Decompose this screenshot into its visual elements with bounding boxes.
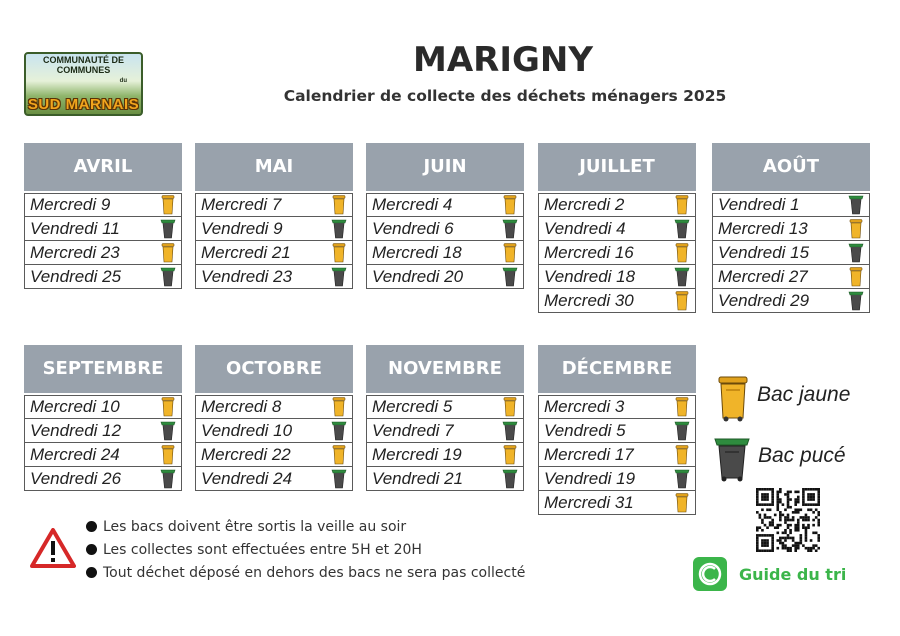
green-bin-icon (843, 291, 869, 311)
collection-date: Vendredi 29 (718, 290, 810, 310)
collection-row (24, 467, 182, 491)
yellow-bin-icon (155, 445, 181, 465)
yellow-bin-icon (669, 493, 695, 513)
collection-date: Mercredi 24 (30, 444, 120, 464)
green-bin-icon (497, 469, 523, 489)
logo-line-4: SUD MARNAIS (27, 96, 140, 113)
collection-date: Mercredi 4 (372, 195, 453, 214)
logo-line-1: COMMUNAUTÉ DE (43, 55, 124, 65)
collection-date: Mercredi 30 (544, 290, 634, 310)
logo-line-2: COMMUNES (56, 65, 111, 75)
collection-date: Mercredi 3 (544, 397, 625, 416)
collection-row (195, 467, 353, 491)
collection-row (712, 289, 870, 313)
yellow-bin-icon (497, 445, 523, 465)
green-bin-icon (669, 219, 695, 239)
collection-row (195, 241, 353, 265)
month-header: JUILLET (538, 143, 696, 191)
collection-date: Vendredi 19 (544, 468, 636, 488)
legend-bac-puce-label: Bac pucé (758, 444, 846, 467)
collection-date: Vendredi 26 (30, 468, 122, 488)
collection-row (195, 193, 353, 217)
green-bin-icon (669, 421, 695, 441)
collection-row (366, 467, 524, 491)
collection-row (366, 395, 524, 419)
collection-date: Vendredi 15 (718, 242, 810, 262)
collection-row (195, 265, 353, 289)
collection-date: Vendredi 11 (30, 218, 120, 238)
collection-row (538, 491, 696, 515)
collection-row (24, 193, 182, 217)
collection-date: Mercredi 23 (30, 242, 120, 262)
green-bin-icon (843, 243, 869, 263)
collection-row (712, 217, 870, 241)
collection-row (538, 265, 696, 289)
collection-row (538, 217, 696, 241)
collection-row (366, 241, 524, 265)
note-text: Les collectes sont effectuées entre 5H et 20H (103, 542, 422, 558)
yellow-bin-icon (669, 397, 695, 417)
collection-row (195, 419, 353, 443)
collection-row (538, 395, 696, 419)
bullet-icon (86, 544, 97, 555)
yellow-bin-icon (326, 243, 352, 263)
collection-row (366, 265, 524, 289)
bullet-icon (86, 567, 97, 578)
green-bin-icon (326, 469, 352, 489)
month-header: OCTOBRE (195, 345, 353, 393)
green-bin-icon (497, 219, 523, 239)
collection-date: Vendredi 24 (201, 468, 293, 488)
month-header: MAI (195, 143, 353, 191)
collection-row (712, 193, 870, 217)
collection-date: Vendredi 6 (372, 218, 454, 238)
guide-du-tri-label: Guide du tri (739, 564, 847, 584)
collection-date: Vendredi 5 (544, 420, 626, 440)
collection-date: Mercredi 19 (372, 444, 462, 464)
month-3 (366, 143, 524, 289)
collection-row (195, 395, 353, 419)
collection-row (366, 193, 524, 217)
yellow-bin-icon (326, 195, 352, 215)
green-bin-icon (155, 469, 181, 489)
collection-date: Vendredi 25 (30, 266, 122, 286)
collection-row (712, 265, 870, 289)
collection-date: Vendredi 1 (718, 195, 800, 214)
collection-row (24, 419, 182, 443)
yellow-bin-icon (155, 243, 181, 263)
yellow-bin-icon (326, 397, 352, 417)
yellow-bin-icon (497, 397, 523, 417)
collection-date: Vendredi 7 (372, 420, 454, 440)
legend-yellow-bin-icon (716, 376, 750, 426)
page-subtitle: Calendrier de collecte des déchets ménagers 2025 (283, 87, 727, 105)
collection-row (538, 193, 696, 217)
sud-marnais-logo (24, 52, 143, 116)
green-bin-icon (497, 267, 523, 287)
note-item (86, 516, 525, 539)
yellow-bin-icon (497, 195, 523, 215)
collection-date: Mercredi 5 (372, 397, 453, 416)
collection-row (24, 241, 182, 265)
legend-bac-jaune-label: Bac jaune (757, 383, 851, 406)
legend-green-bin-icon (712, 436, 752, 486)
collection-date: Mercredi 22 (201, 444, 291, 464)
collection-row (195, 217, 353, 241)
collection-date: Mercredi 9 (30, 195, 111, 214)
green-bin-icon (155, 267, 181, 287)
yellow-bin-icon (669, 195, 695, 215)
collection-row (24, 395, 182, 419)
green-bin-icon (326, 421, 352, 441)
collection-date: Vendredi 21 (372, 468, 464, 488)
month-9 (538, 345, 696, 515)
yellow-bin-icon (669, 291, 695, 311)
collection-row (538, 443, 696, 467)
yellow-bin-icon (497, 243, 523, 263)
collection-date: Vendredi 12 (30, 420, 122, 440)
collection-date: Mercredi 16 (544, 242, 634, 262)
month-7 (195, 345, 353, 491)
green-bin-icon (155, 219, 181, 239)
green-bin-icon (669, 267, 695, 287)
yellow-bin-icon (155, 195, 181, 215)
collection-row (24, 443, 182, 467)
collection-date: Mercredi 7 (201, 195, 282, 214)
collection-date: Mercredi 2 (544, 195, 625, 214)
yellow-bin-icon (669, 445, 695, 465)
logo-line-3: du (119, 78, 127, 84)
collection-row (366, 217, 524, 241)
yellow-bin-icon (843, 267, 869, 287)
yellow-bin-icon (669, 243, 695, 263)
month-4 (538, 143, 696, 313)
month-header: AOÛT (712, 143, 870, 191)
collection-date: Vendredi 9 (201, 218, 283, 238)
collection-row (538, 467, 696, 491)
collection-date: Mercredi 13 (718, 218, 808, 238)
note-text: Les bacs doivent être sortis la veille au soir (103, 519, 407, 535)
month-6 (24, 345, 182, 491)
collection-date: Mercredi 18 (372, 242, 462, 262)
collection-row (538, 419, 696, 443)
collection-date: Mercredi 31 (544, 492, 634, 512)
collection-row (366, 443, 524, 467)
month-8 (366, 345, 524, 491)
collection-date: Vendredi 23 (201, 266, 293, 286)
green-bin-icon (155, 421, 181, 441)
month-5 (712, 143, 870, 313)
note-text: Tout déchet déposé en dehors des bacs ne sera pas collecté (103, 565, 526, 581)
collection-row (366, 419, 524, 443)
collection-date: Mercredi 21 (201, 242, 291, 262)
yellow-bin-icon (326, 445, 352, 465)
notes-list (86, 516, 525, 585)
guide-du-tri-link[interactable] (693, 557, 846, 591)
green-bin-icon (497, 421, 523, 441)
collection-date: Vendredi 18 (544, 266, 636, 286)
collection-date: Mercredi 10 (30, 397, 120, 416)
collection-date: Vendredi 20 (372, 266, 464, 286)
warning-icon (30, 528, 76, 572)
qr-code-icon[interactable] (756, 488, 820, 556)
month-header: SEPTEMBRE (24, 345, 182, 393)
collection-row (195, 443, 353, 467)
collection-date: Mercredi 8 (201, 397, 282, 416)
green-bin-icon (669, 469, 695, 489)
collection-row (712, 241, 870, 265)
collection-date: Mercredi 27 (718, 266, 808, 286)
collection-row (24, 265, 182, 289)
collection-row (24, 217, 182, 241)
month-header: NOVEMBRE (366, 345, 524, 393)
yellow-bin-icon (843, 219, 869, 239)
month-2 (195, 143, 353, 289)
collection-date: Mercredi 17 (544, 444, 634, 464)
green-bin-icon (326, 219, 352, 239)
collection-date: Vendredi 4 (544, 218, 626, 238)
month-header: DÉCEMBRE (538, 345, 696, 393)
collection-row (538, 241, 696, 265)
green-bin-icon (843, 195, 869, 215)
month-header: JUIN (366, 143, 524, 191)
collection-date: Vendredi 10 (201, 420, 293, 440)
month-header: AVRIL (24, 143, 182, 191)
green-bin-icon (326, 267, 352, 287)
note-item (86, 562, 525, 585)
note-item (86, 539, 525, 562)
page-title: MARIGNY (413, 40, 593, 80)
month-1 (24, 143, 182, 289)
bullet-icon (86, 521, 97, 532)
guide-du-tri-icon (693, 557, 727, 591)
collection-row (538, 289, 696, 313)
yellow-bin-icon (155, 397, 181, 417)
